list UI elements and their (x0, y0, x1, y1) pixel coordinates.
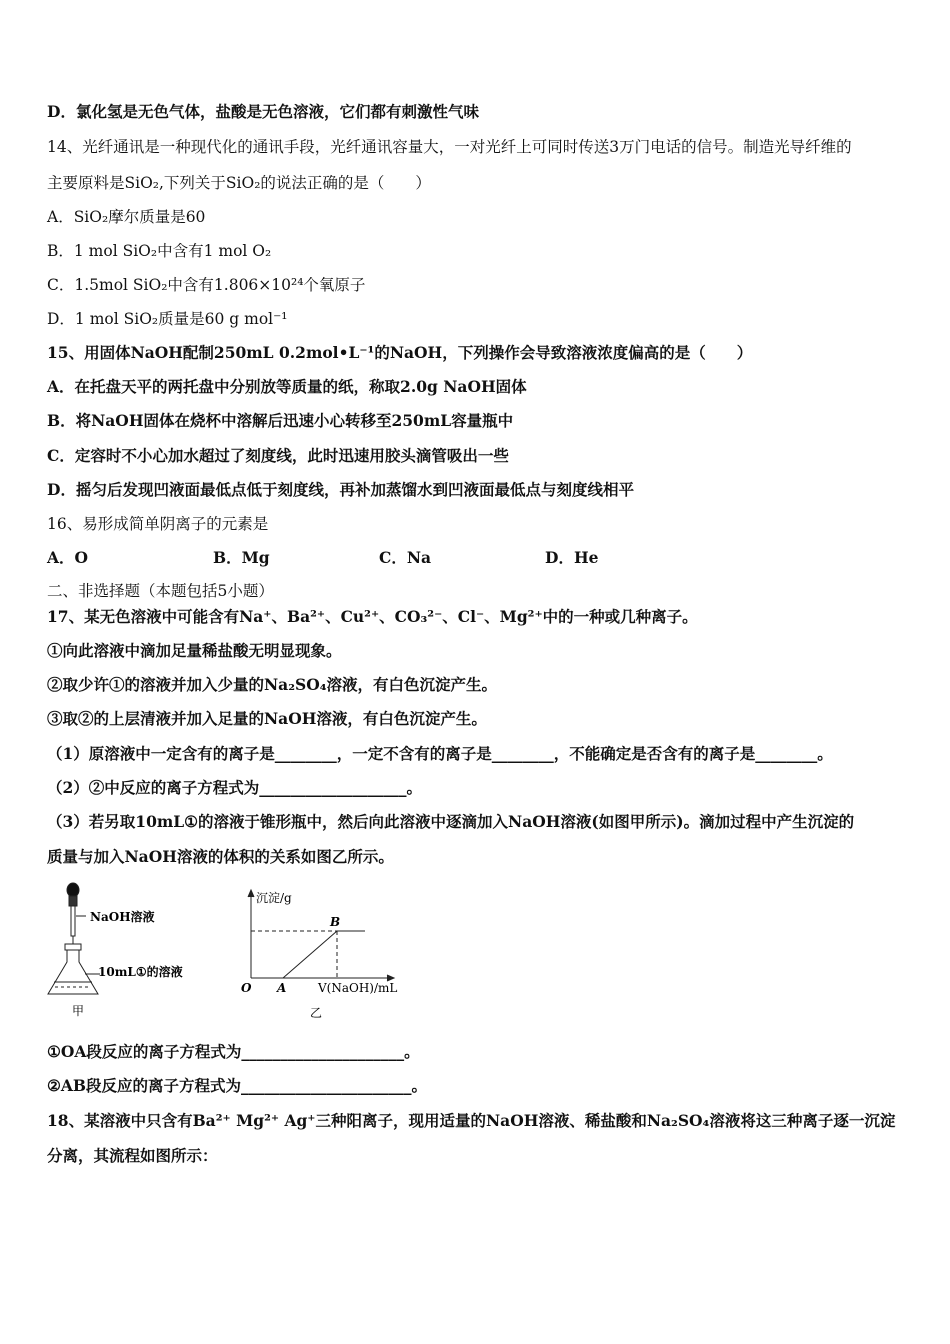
q15-option-b: B．将NaOH固体在烧杯中溶解后迅速小心转移至250mL容量瓶中 (47, 411, 514, 430)
q14-option-d: D．1 mol SiO₂质量是60 g mol⁻¹ (47, 310, 288, 328)
q14-option-a: A．SiO₂摩尔质量是60 (47, 208, 206, 226)
q14-stem-2: 主要原料是SiO₂,下列关于SiO₂的说法正确的是（ ） (47, 174, 431, 192)
q14-option-c: C．1.5mol SiO₂中含有1.806×10²⁴个氧原子 (47, 276, 366, 294)
origin-label: O (241, 981, 252, 995)
q16-stem: 16、易形成简单阴离子的元素是 (47, 515, 269, 533)
q15-stem: 15、用固体NaOH配制250mL 0.2mol•L⁻¹的NaOH，下列操作会导致溶液浓度偏高的是（ ） (47, 343, 753, 362)
q17-step-1: ①向此溶液中滴加足量稀盐酸无明显现象。 (47, 641, 342, 660)
figure-yi-label: 乙 (310, 1006, 323, 1020)
q15-option-d: D．摇匀后发现凹液面最低点低于刻度线，再补加蒸馏水到凹液面最低点与刻度线相平 (47, 480, 634, 499)
point-b-label: B (330, 915, 341, 929)
q17-step-3: ③取②的上层清液并加入足量的NaOH溶液，有白色沉淀产生。 (47, 709, 487, 728)
q15-option-a: A．在托盘天平的两托盘中分别放等质量的纸，称取2.0g NaOH固体 (47, 377, 527, 396)
q17-part-3-line-1: （3）若另取10mL①的溶液于锥形瓶中，然后向此溶液中逐滴加入NaOH溶液(如图甲所示)。滴加过程中产生沉淀的 (47, 812, 855, 831)
q13-option-d: D．氯化氢是无色气体，盐酸是无色溶液，它们都有刺激性气味 (47, 102, 479, 121)
flask-label: 10mL①的溶液 (98, 965, 183, 979)
q17-part-3-line-2: 质量与加入NaOH溶液的体积的关系如图乙所示。 (47, 847, 394, 866)
q16-option-a: A．O (47, 548, 89, 567)
q16-option-d: D．He (545, 548, 599, 567)
q15-option-c: C．定容时不小心加水超过了刻度线，此时迅速用胶头滴管吸出一些 (47, 446, 509, 465)
y-axis-label: 沉淀/g (256, 891, 292, 905)
dropper-icon (67, 883, 86, 944)
q16-options (47, 548, 711, 568)
q17-ab-equation: ②AB段反应的离子方程式为______________________。 (47, 1076, 428, 1095)
x-axis-label: V(NaOH)/mL (318, 981, 398, 995)
ab-segment (283, 931, 337, 978)
q14-stem-1: 14、光纤通讯是一种现代化的通讯手段，光纤通讯容量大，一对光纤上可同时传送3万门电话的信号。制造光导纤维的 (47, 138, 852, 156)
q18-stem-1: 18、某溶液中只含有Ba²⁺ Mg²⁺ Ag⁺三种阳离子，现用适量的NaOH溶液、稀盐酸和Na₂SO₄溶液将这三种离子逐一沉淀 (47, 1111, 896, 1130)
q17-part-2: （2）②中反应的离子方程式为___________________。 (47, 778, 423, 797)
naoh-label: NaOH溶液 (90, 910, 155, 924)
experiment-figure (40, 882, 440, 1022)
q14-option-b: B．1 mol SiO₂中含有1 mol O₂ (47, 242, 272, 260)
figure-jia-label: 甲 (72, 1004, 85, 1018)
point-a-label: A (277, 981, 287, 995)
q17-stem: 17、某无色溶液中可能含有Na⁺、Ba²⁺、Cu²⁺、CO₃²⁻、Cl⁻、Mg²⁺中的一种或几种离子。 (47, 607, 698, 626)
q16-option-b: B．Mg (213, 548, 270, 567)
q17-part-1: （1）原溶液中一定含有的离子是________，一定不含有的离子是________，不能确定是否含有的离子是________。 (47, 744, 833, 763)
q17-step-2: ②取少许①的溶液并加入少量的Na₂SO₄溶液，有白色沉淀产生。 (47, 675, 497, 694)
flask-icon (48, 944, 100, 994)
section-2-heading: 二、非选择题（本题包括5小题） (47, 582, 274, 600)
q18-stem-2: 分离，其流程如图所示： (47, 1146, 218, 1165)
q16-option-c: C．Na (379, 548, 432, 567)
q17-oa-equation: ①OA段反应的离子方程式为_____________________。 (47, 1042, 420, 1061)
